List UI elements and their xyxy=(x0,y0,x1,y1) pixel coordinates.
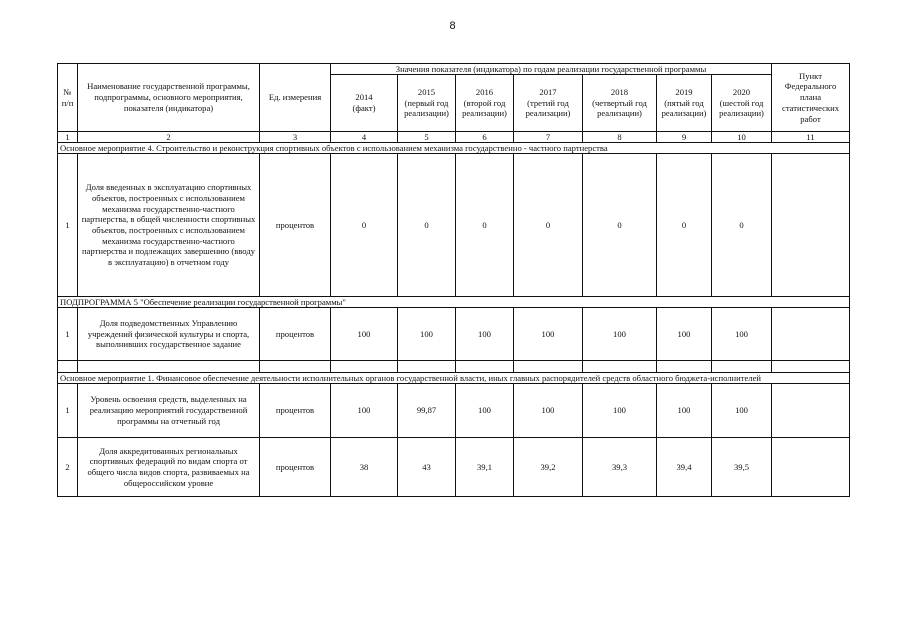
row-no: 1 xyxy=(58,384,78,438)
column-number: 2 xyxy=(78,132,260,143)
column-number: 11 xyxy=(772,132,850,143)
column-numbers-row xyxy=(58,132,850,143)
header-no: № п/п xyxy=(58,64,78,132)
column-number: 6 xyxy=(456,132,514,143)
value-cell: 0 xyxy=(583,154,657,297)
value-cell: 100 xyxy=(456,308,514,361)
empty-cell xyxy=(331,361,398,373)
value-cell: 100 xyxy=(514,384,583,438)
empty-cell xyxy=(514,361,583,373)
value-cell: 39,1 xyxy=(456,438,514,497)
header-year-2015: 2015 (первый год реализации) xyxy=(398,75,456,132)
column-number: 10 xyxy=(712,132,772,143)
value-cell: 99,87 xyxy=(398,384,456,438)
section-row xyxy=(58,143,850,154)
column-number: 1 xyxy=(58,132,78,143)
section-row xyxy=(58,297,850,308)
section-title: Основное мероприятие 4. Строительство и реконструкция спортивных объектов с использованием механизма государственно - частного партнерства xyxy=(58,143,850,154)
plan-cell xyxy=(772,384,850,438)
value-cell: 100 xyxy=(657,308,712,361)
plan-cell xyxy=(772,308,850,361)
table-row xyxy=(58,308,850,361)
value-cell: 0 xyxy=(398,154,456,297)
value-cell: 100 xyxy=(657,384,712,438)
page-number: 8 xyxy=(449,20,456,32)
header-name: Наименование государственной программы, подпрограммы, основного мероприятия, показателя (индикатора) xyxy=(78,64,260,132)
value-cell: 0 xyxy=(657,154,712,297)
table-row xyxy=(58,438,850,497)
unit-cell: процентов xyxy=(260,438,331,497)
unit-cell: процентов xyxy=(260,384,331,438)
value-cell: 39,3 xyxy=(583,438,657,497)
indicators-table xyxy=(57,63,850,497)
row-no: 2 xyxy=(58,438,78,497)
value-cell: 100 xyxy=(514,308,583,361)
column-number: 8 xyxy=(583,132,657,143)
header-plan: Пункт Федерального плана статистических работ xyxy=(772,64,850,132)
value-cell: 43 xyxy=(398,438,456,497)
plan-cell xyxy=(772,154,850,297)
header-year-2014: 2014 (факт) xyxy=(331,75,398,132)
value-cell: 100 xyxy=(331,384,398,438)
header-group-title: Значения показателя (индикатора) по годам реализации государственной программы xyxy=(331,64,772,75)
section-title: Основное мероприятие 1. Финансовое обеспечение деятельности исполнительных органов государственной власти, иных главных распорядителей средств областного бюджета-исполнителей xyxy=(58,373,850,384)
value-cell: 39,4 xyxy=(657,438,712,497)
value-cell: 100 xyxy=(583,308,657,361)
empty-cell xyxy=(657,361,712,373)
empty-cell xyxy=(260,361,331,373)
unit-cell: процентов xyxy=(260,308,331,361)
spacer-row xyxy=(58,361,850,373)
value-cell: 0 xyxy=(712,154,772,297)
empty-cell xyxy=(712,361,772,373)
indicator-name: Уровень освоения средств, выделенных на реализацию мероприятий государственной программы на отчетный год xyxy=(78,384,260,438)
value-cell: 100 xyxy=(583,384,657,438)
header-unit: Ед. измерения xyxy=(260,64,331,132)
value-cell: 0 xyxy=(331,154,398,297)
header-year-2019: 2019 (пятый год реализации) xyxy=(657,75,712,132)
indicator-name: Доля аккредитованных региональных спортивных федераций по видам спорта от общего числа видов спорта, развиваемых на общероссийском уровне xyxy=(78,438,260,497)
empty-cell xyxy=(398,361,456,373)
header-year-2018: 2018 (четвертый год реализации) xyxy=(583,75,657,132)
column-number: 4 xyxy=(331,132,398,143)
empty-cell xyxy=(772,361,850,373)
empty-cell xyxy=(583,361,657,373)
indicator-name: Доля введенных в эксплуатацию спортивных объектов, построенных с использованием механизма государственно-частного партнерства, в общей численности спортивных объектов, построенных с использованием механизма государственно-частного партнерства и подлежащих завершению (вводу в эксплуатацию) в отчетном году xyxy=(78,154,260,297)
value-cell: 100 xyxy=(456,384,514,438)
column-number: 7 xyxy=(514,132,583,143)
value-cell: 39,5 xyxy=(712,438,772,497)
header-year-2017: 2017 (третий год реализации) xyxy=(514,75,583,132)
value-cell: 100 xyxy=(712,308,772,361)
table-row xyxy=(58,154,850,297)
row-no: 1 xyxy=(58,308,78,361)
section-title: ПОДПРОГРАММА 5 "Обеспечение реализации государственной программы" xyxy=(58,297,850,308)
table-row xyxy=(58,384,850,438)
section-row xyxy=(58,373,850,384)
indicator-name: Доля подведомственных Управлению учреждений физической культуры и спорта, выполнивших государственное задание xyxy=(78,308,260,361)
empty-cell xyxy=(78,361,260,373)
column-number: 5 xyxy=(398,132,456,143)
value-cell: 100 xyxy=(398,308,456,361)
plan-cell xyxy=(772,438,850,497)
empty-cell xyxy=(58,361,78,373)
row-no: 1 xyxy=(58,154,78,297)
empty-cell xyxy=(456,361,514,373)
value-cell: 100 xyxy=(712,384,772,438)
header-year-2016: 2016 (второй год реализации) xyxy=(456,75,514,132)
header-year-2020: 2020 (шестой год реализации) xyxy=(712,75,772,132)
value-cell: 0 xyxy=(456,154,514,297)
column-number: 3 xyxy=(260,132,331,143)
value-cell: 38 xyxy=(331,438,398,497)
value-cell: 0 xyxy=(514,154,583,297)
value-cell: 100 xyxy=(331,308,398,361)
column-number: 9 xyxy=(657,132,712,143)
unit-cell: процентов xyxy=(260,154,331,297)
value-cell: 39,2 xyxy=(514,438,583,497)
